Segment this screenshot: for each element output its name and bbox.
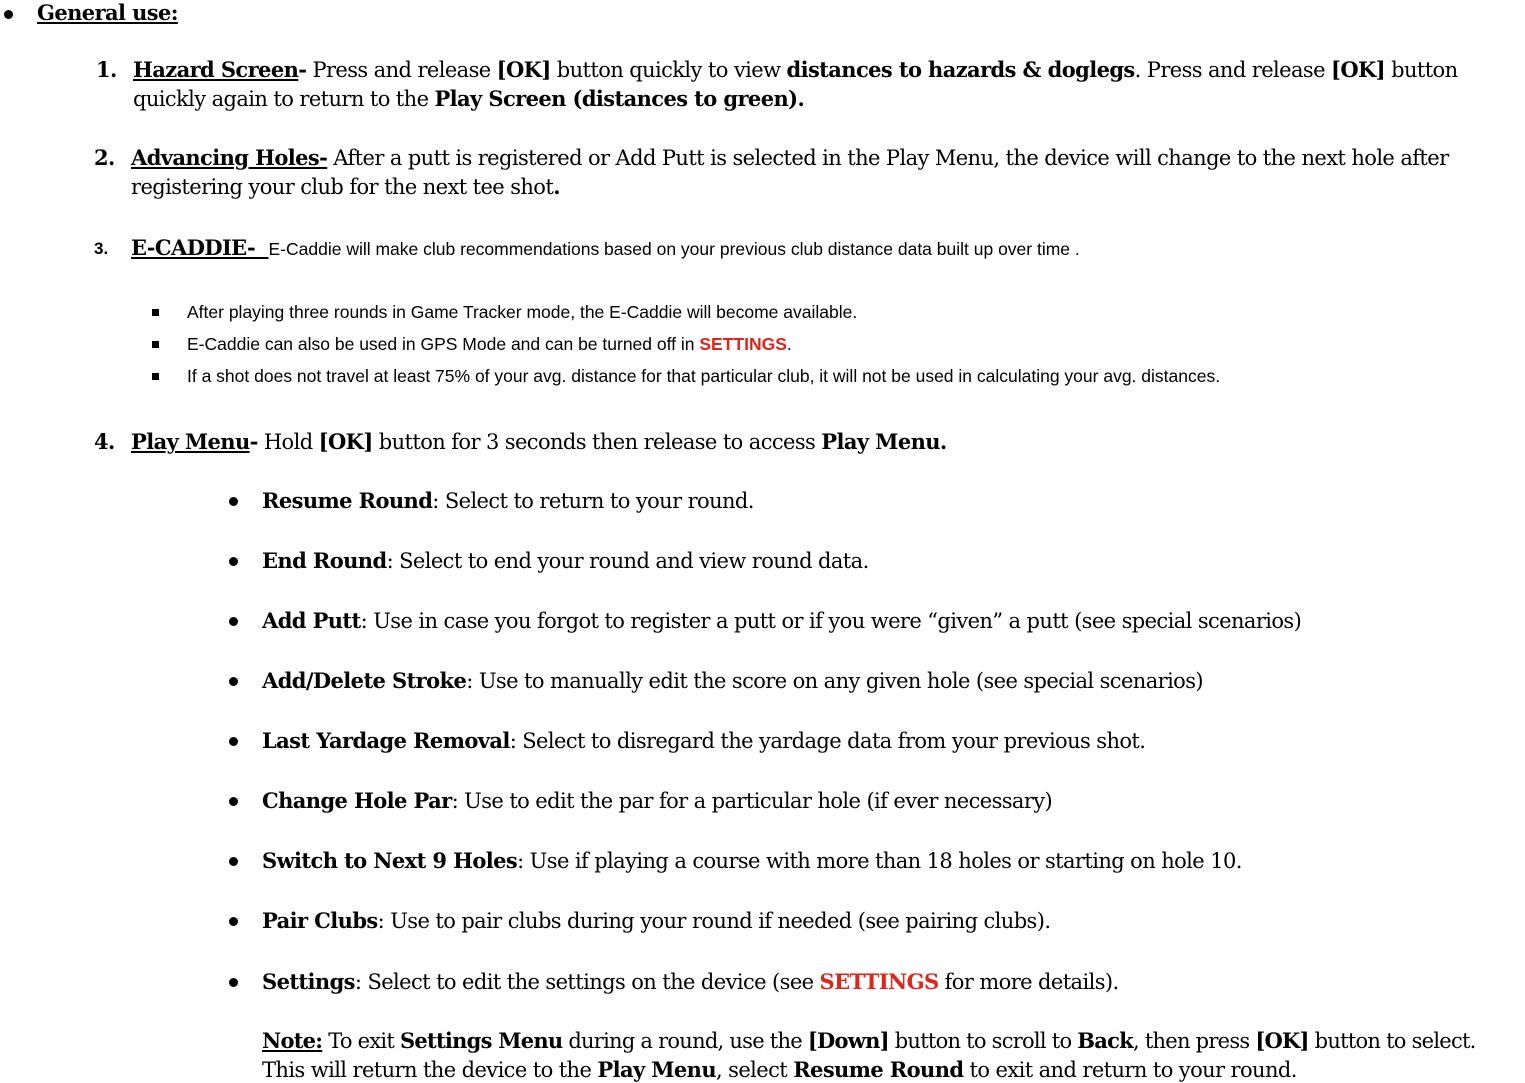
text: . Press and release bbox=[1134, 58, 1331, 82]
menu-item bbox=[262, 608, 1301, 633]
ok-key: [OK] bbox=[318, 429, 373, 454]
ecaddie-bullet-1: After playing three rounds in Game Tracker mode, the E-Caddie will become available. bbox=[187, 302, 858, 322]
text: for more details). bbox=[938, 970, 1119, 994]
bold-text: distances to hazards & doglegs bbox=[786, 57, 1135, 82]
menu-item-label: Add/Delete Stroke bbox=[262, 668, 467, 693]
dash: - bbox=[249, 429, 258, 454]
playmenu-line bbox=[131, 429, 947, 454]
text: quickly again to return to the bbox=[133, 87, 435, 111]
item-number: 4. bbox=[94, 429, 115, 454]
menu-item bbox=[262, 488, 754, 513]
text: After a putt is registered or Add Putt is selected in the Play Menu, the device will change to the next hole after bbox=[327, 146, 1449, 170]
text: button to select. bbox=[1308, 1029, 1476, 1053]
menu-item bbox=[262, 668, 1203, 693]
menu-item-desc: : Use in case you forgot to register a putt or if you were “given” a putt (see special scenarios) bbox=[360, 609, 1302, 633]
bullet-dot bbox=[229, 677, 238, 686]
hazard-title: Hazard Screen bbox=[133, 57, 299, 82]
menu-item-desc: : Select to return to your round. bbox=[432, 489, 754, 513]
menu-item bbox=[262, 728, 1145, 753]
bold-text: Resume Round bbox=[793, 1057, 964, 1082]
menu-item-label: Last Yardage Removal bbox=[262, 728, 510, 753]
text: , select bbox=[716, 1058, 794, 1082]
bold-text: Play Screen (distances to green). bbox=[434, 86, 805, 111]
playmenu-title: Play Menu bbox=[131, 429, 250, 454]
bullet-dot bbox=[229, 617, 238, 626]
menu-item-label: Change Hole Par bbox=[262, 788, 452, 813]
text: button for 3 seconds then release to access bbox=[372, 430, 822, 454]
note-line-1 bbox=[262, 1028, 1476, 1053]
bullet-dot bbox=[4, 10, 13, 19]
period: . bbox=[786, 334, 792, 354]
dash: - bbox=[298, 57, 307, 82]
text: button to scroll to bbox=[888, 1029, 1078, 1053]
ecaddie-bullet-2 bbox=[187, 334, 792, 355]
text: registering your club for the next tee shot bbox=[131, 175, 554, 199]
text: Hold bbox=[257, 430, 319, 454]
menu-item-label: Settings bbox=[262, 969, 355, 994]
note-line-2 bbox=[262, 1057, 1297, 1082]
advancing-line-1 bbox=[131, 145, 1449, 170]
settings-link: SETTINGS bbox=[699, 334, 787, 354]
ecaddie-line bbox=[131, 235, 1080, 260]
menu-item-desc: : Select to end your round and view round data. bbox=[386, 549, 869, 573]
bold-text: [OK] bbox=[1255, 1028, 1309, 1053]
menu-item-label: Add Putt bbox=[262, 608, 361, 633]
bullet-dot bbox=[229, 797, 238, 806]
text: to exit and return to your round. bbox=[963, 1058, 1297, 1082]
menu-item-desc: : Use to edit the par for a particular hole (if ever necessary) bbox=[451, 789, 1053, 813]
bullet-dot bbox=[229, 557, 238, 566]
text: button bbox=[1385, 58, 1458, 82]
bold-text: Play Menu. bbox=[821, 429, 947, 454]
menu-item-desc: : Use to pair clubs during your round if needed (see pairing clubs). bbox=[377, 909, 1051, 933]
ok-key: [OK] bbox=[1331, 57, 1386, 82]
bullet-dot bbox=[229, 737, 238, 746]
menu-item-desc: : Use if playing a course with more than 18 holes or starting on hole 10. bbox=[517, 849, 1242, 873]
square-bullet bbox=[152, 373, 159, 380]
item-number: 3. bbox=[94, 239, 109, 258]
square-bullet bbox=[152, 309, 159, 316]
bold-text: [Down] bbox=[807, 1028, 889, 1053]
menu-item bbox=[262, 548, 869, 573]
menu-item bbox=[262, 788, 1052, 813]
advancing-line-2 bbox=[131, 174, 560, 199]
section-heading: General use: bbox=[37, 0, 178, 25]
text: E-Caddie can also be used in GPS Mode and can be turned off in bbox=[187, 334, 700, 354]
hazard-line-1 bbox=[133, 57, 1458, 82]
bullet-dot bbox=[229, 497, 238, 506]
text: E-Caddie will make club recommendations based on your previous club distance data built up over time . bbox=[268, 239, 1080, 259]
advancing-title: Advancing Holes- bbox=[131, 145, 328, 170]
bold-text: Settings Menu bbox=[400, 1028, 563, 1053]
text: button quickly to view bbox=[550, 58, 787, 82]
bullet-dot bbox=[229, 978, 238, 987]
menu-item bbox=[262, 908, 1050, 933]
ecaddie-title: E-CADDIE- bbox=[131, 235, 269, 260]
menu-item-label: Resume Round bbox=[262, 488, 433, 513]
item-number: 2. bbox=[94, 145, 115, 170]
hazard-line-2 bbox=[133, 86, 804, 111]
bullet-dot bbox=[229, 857, 238, 866]
menu-item-label: Pair Clubs bbox=[262, 908, 378, 933]
menu-item-label: Switch to Next 9 Holes bbox=[262, 848, 518, 873]
settings-link: SETTINGS bbox=[819, 969, 939, 994]
period: . bbox=[553, 174, 560, 199]
menu-item bbox=[262, 848, 1242, 873]
text: , then press bbox=[1132, 1029, 1256, 1053]
text: This will return the device to the bbox=[262, 1058, 598, 1082]
text: Press and release bbox=[306, 58, 497, 82]
menu-item-desc: : Select to disregard the yardage data from your previous shot. bbox=[509, 729, 1146, 753]
menu-item-desc: : Use to manually edit the score on any given hole (see special scenarios) bbox=[466, 669, 1203, 693]
menu-item-desc: : Select to edit the settings on the device (see bbox=[354, 970, 820, 994]
bold-text: Play Menu bbox=[597, 1057, 717, 1082]
text: To exit bbox=[322, 1029, 400, 1053]
item-number: 1. bbox=[96, 57, 117, 82]
ecaddie-bullet-3: If a shot does not travel at least 75% of your avg. distance for that particular club, it will not be used in calculating your avg. distances. bbox=[187, 366, 1221, 386]
menu-item-label: End Round bbox=[262, 548, 387, 573]
ok-key: [OK] bbox=[496, 57, 551, 82]
menu-item bbox=[262, 969, 1119, 994]
square-bullet bbox=[152, 341, 159, 348]
text: during a round, use the bbox=[562, 1029, 808, 1053]
bullet-dot bbox=[229, 917, 238, 926]
bold-text: Back bbox=[1077, 1028, 1133, 1053]
note-label: Note: bbox=[262, 1028, 323, 1053]
